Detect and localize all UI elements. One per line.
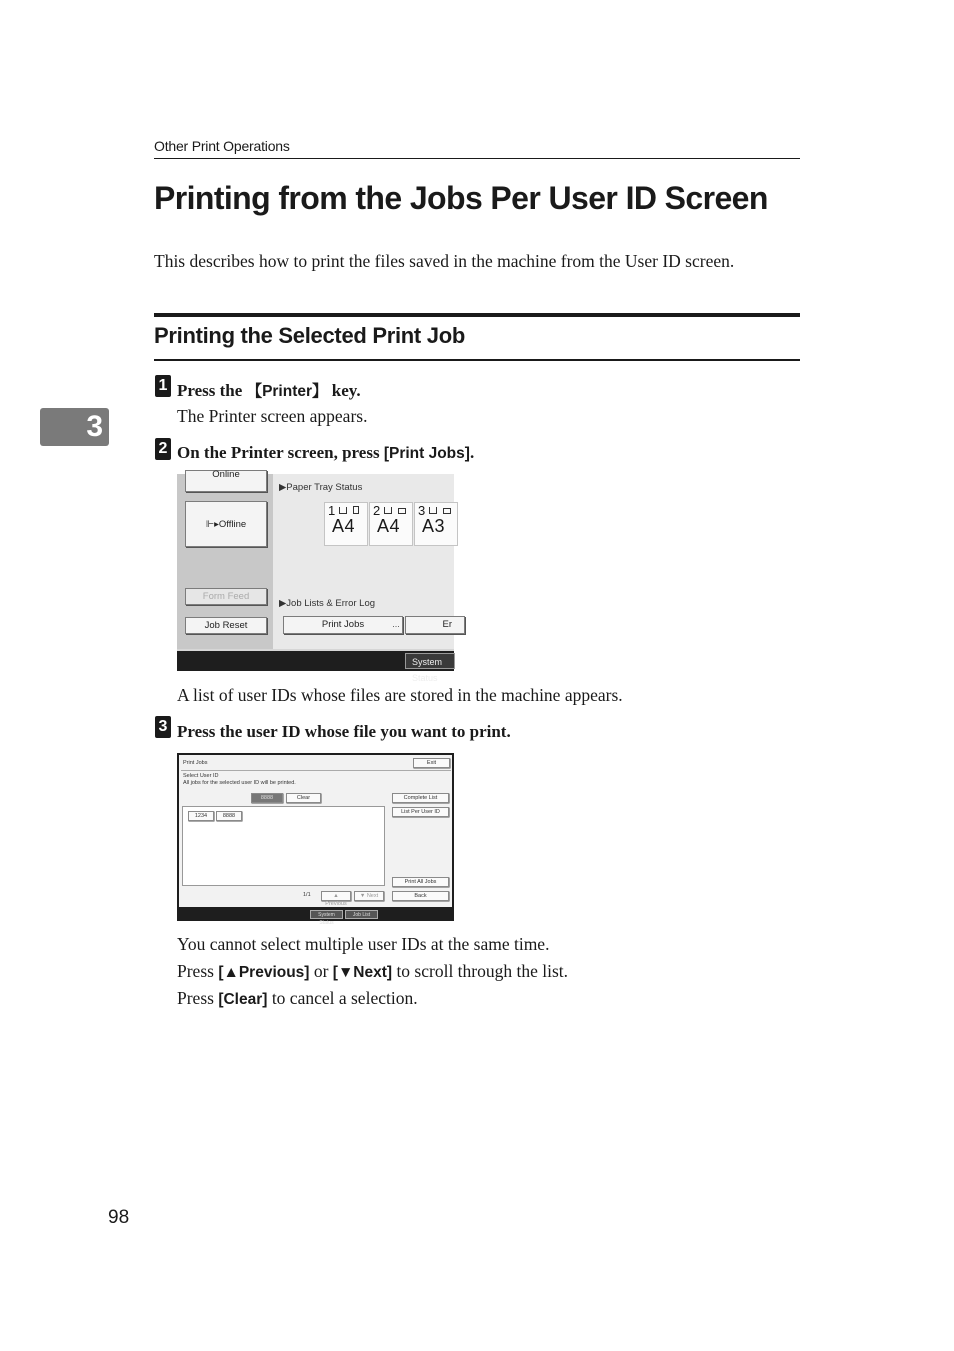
print-jobs-button <box>283 616 403 634</box>
select-user-id-label: Select User ID <box>183 773 219 779</box>
section-rule-top <box>154 313 800 317</box>
tray-3-size: A3 <box>422 516 446 536</box>
note-line-2-pre: Press <box>177 961 219 981</box>
step-3-text: Press the user ID whose file you want to print. <box>177 722 511 741</box>
step-1-text <box>177 379 361 401</box>
tray-2-number: 2 <box>373 503 381 518</box>
header-rule <box>154 158 800 159</box>
select-user-id-sub: All jobs for the selected user ID will be printed. <box>183 780 296 786</box>
clear-button: Clear <box>286 793 321 803</box>
previous-button: ▲ Previous <box>321 891 351 901</box>
exit-button: Exit <box>413 758 450 768</box>
step-1-pre: Press the <box>177 381 247 400</box>
print-jobs-title: Print Jobs <box>183 760 208 766</box>
job-reset-button: Job Reset <box>185 617 267 634</box>
previous-key-label: [▲Previous] <box>218 964 310 981</box>
tray-1-size: A4 <box>332 516 356 536</box>
tray-1-number: 1 <box>328 503 336 518</box>
section-title: Printing the Selected Print Job <box>154 323 465 348</box>
tray-2-size: A4 <box>377 516 401 536</box>
step-1-post: key. <box>327 381 361 400</box>
running-header: Other Print Operations <box>154 138 290 154</box>
print-jobs-key-label: [Print Jobs] <box>383 445 470 462</box>
tray-3-paper-icon <box>429 507 437 514</box>
offline-icon: ⊩▸ <box>205 519 219 530</box>
note-line-3-pre: Press <box>177 988 219 1008</box>
print-jobs-screenshot <box>177 753 454 926</box>
error-log-button: Er <box>405 616 465 634</box>
page-title: Printing from the Jobs Per User ID Screen <box>154 180 768 216</box>
note-line-1: You cannot select multiple user IDs at the same time. <box>177 934 550 954</box>
step-1-number: 1 <box>155 375 171 397</box>
title-divider <box>181 770 451 771</box>
form-feed-button: Form Feed <box>185 588 267 605</box>
page-indicator: 1/1 <box>303 892 311 898</box>
tray-1-orientation-icon <box>353 506 359 514</box>
tray-2-paper-icon <box>384 507 392 514</box>
tray-3-number: 3 <box>418 503 426 518</box>
step-2-number: 2 <box>155 438 171 460</box>
user-id-1234-button: 1234 <box>188 811 214 821</box>
note-line-3 <box>177 988 418 1009</box>
step-2-note: A list of user IDs whose files are stored in the machine appears. <box>177 685 623 705</box>
step-3-number: 3 <box>155 716 171 738</box>
page-number: 98 <box>108 1207 130 1228</box>
tray-3 <box>414 502 458 546</box>
list-per-user-id-button: List Per User ID <box>392 807 449 817</box>
job-list-button: Job List <box>345 910 378 919</box>
step-2-pre: On the Printer screen, press <box>177 443 384 462</box>
offline-button-label: Offline <box>218 519 247 530</box>
online-button <box>185 470 267 492</box>
complete-list-button: Complete List <box>392 793 449 803</box>
printer-key-label: 【Printer】 <box>246 383 328 400</box>
user-id-8888-button: 8888 <box>216 811 242 821</box>
next-key-label: [▼Next] <box>332 964 393 981</box>
section-rule-bottom <box>154 359 800 361</box>
step-1-note: The Printer screen appears. <box>177 406 368 426</box>
back-button: Back <box>392 891 449 901</box>
note-line-3-post: to cancel a selection. <box>267 988 418 1008</box>
note-line-2 <box>177 961 568 982</box>
selected-user-id-field: 8888 <box>251 793 283 803</box>
tray-3-orientation-icon <box>443 508 451 514</box>
system-status-button: System Status <box>405 653 455 669</box>
paper-tray-status-label: ▶Paper Tray Status <box>279 482 363 493</box>
chapter-tab: 3 <box>40 408 109 446</box>
tray-1-paper-icon <box>339 507 347 514</box>
print-all-jobs-button: Print All Jobs <box>392 877 449 887</box>
more-icon: … <box>392 620 400 629</box>
system-status-button-2: System Status <box>310 910 343 919</box>
step-2-post: . <box>469 443 475 462</box>
offline-button <box>185 501 267 547</box>
tray-1 <box>324 502 368 546</box>
note-line-2-mid: or <box>309 961 333 981</box>
note-line-2-post: to scroll through the list. <box>392 961 569 981</box>
tray-2-orientation-icon <box>398 508 406 514</box>
online-button-label: Online <box>212 469 240 480</box>
next-button: ▼ Next <box>354 891 384 901</box>
printer-screen-screenshot <box>177 469 454 683</box>
step-2-text <box>177 443 474 463</box>
tray-2 <box>369 502 413 546</box>
clear-key-label: [Clear] <box>218 991 268 1008</box>
job-lists-label: ▶Job Lists & Error Log <box>279 598 376 609</box>
intro-paragraph: This describes how to print the files saved in the machine from the User ID screen. <box>154 251 735 271</box>
print-jobs-button-label: Print Jobs <box>321 619 365 630</box>
